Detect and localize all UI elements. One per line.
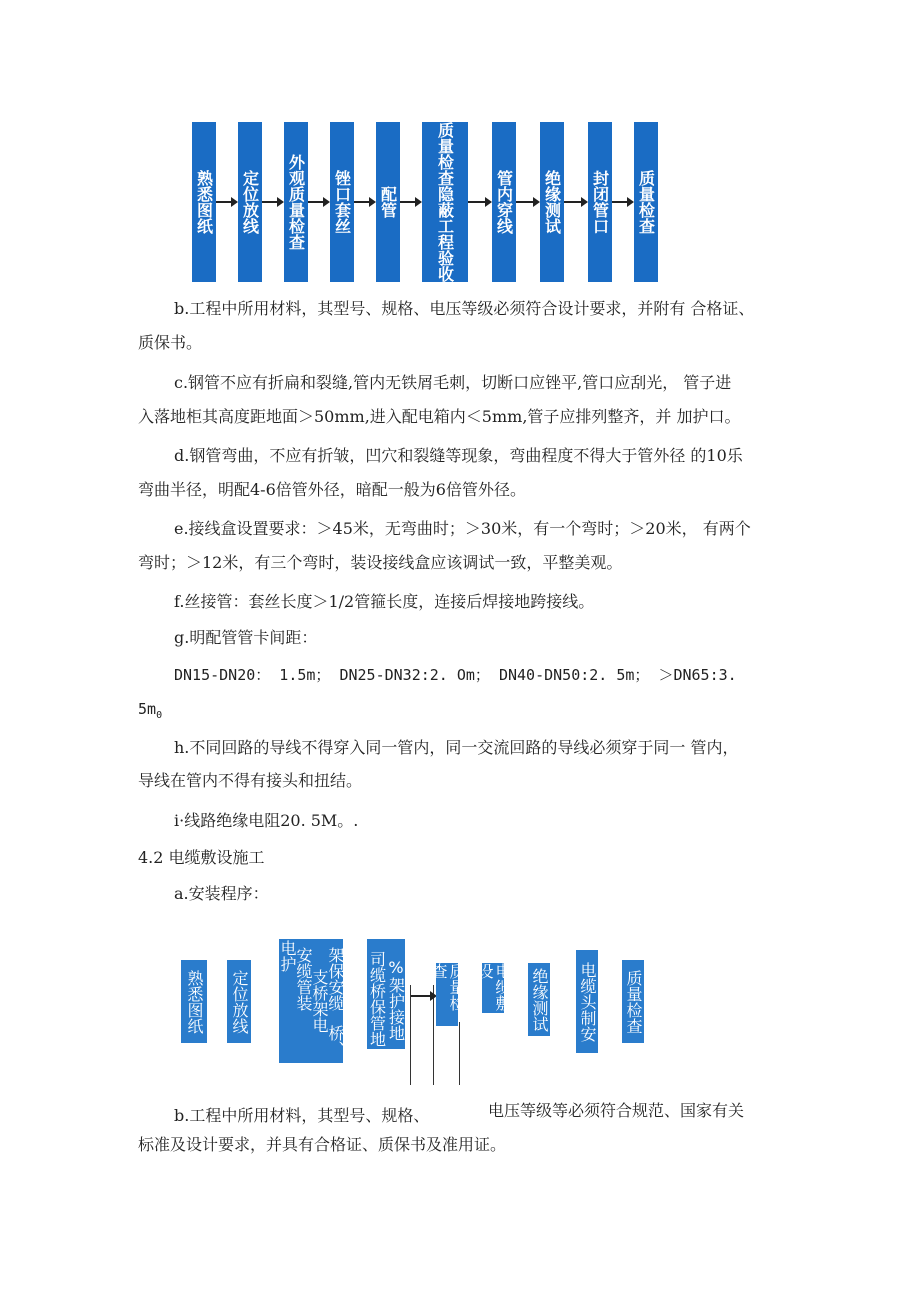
dn-value: 5m	[138, 700, 157, 718]
flow-arrow	[468, 201, 490, 203]
flow2-step-3-col-b: 安缆管装	[294, 947, 313, 1011]
flow2-step-3-col-d: 架保安缆	[326, 947, 345, 1011]
flow2-step-3-col-e: 桥、	[326, 1025, 345, 1057]
para-dn-line1: DN15-DN20： 1.5m； DN25-DN32:2. Om； DN40-DN50:2. 5m； ＞DN65:3.	[174, 666, 737, 684]
flow-arrow	[400, 201, 420, 203]
para-d-line2: 弯曲半径，明配4-6倍管外径，暗配一般为6倍管外径。	[138, 480, 526, 499]
para-b-line2: 质保书。	[138, 333, 203, 352]
flow2-connector-line	[459, 1022, 460, 1085]
para-h-line1: h.不同回路的导线不得穿入同一管内，同一交流回路的导线必须穿于同一 管内，	[174, 738, 739, 757]
para-c-line2: 入落地柜其高度距地面＞50mm,进入配电箱内＜5mm,管子应排列整齐，并 加护口。	[138, 407, 741, 426]
flow2-step-9: 质量检查	[622, 960, 644, 1043]
para-e-line2: 弯时；＞12米，有三个弯时，装设接线盒应该调试一致，平整美观。	[138, 553, 623, 572]
para-f: f.丝接管：套丝长度＞1/2管箍长度，连接后焊接地跨接线。	[174, 592, 595, 611]
para-b2-line1-start: b.工程中所用材料，其型号、规格、	[174, 1106, 430, 1125]
flow2-step-3-col-a: 电护	[278, 940, 297, 972]
flow-step-3: 外观质量检查	[284, 122, 308, 282]
para-g: g.明配管管卡间距：	[174, 628, 318, 647]
flow-step-5: 配管	[376, 122, 400, 282]
flow2-step-4-col-a: 司缆桥保管地	[367, 951, 387, 1047]
flow-step-9: 封闭管口	[588, 122, 612, 282]
flow-arrow	[564, 201, 586, 203]
para-b-line1: b.工程中所用材料，其型号、规格、电压等级必须符合设计要求，并附有 合格证、	[174, 299, 755, 318]
flow2-step-1: 熟悉图纸	[181, 960, 207, 1043]
section-heading-4-2: 4.2 电缆敷设施工	[138, 848, 265, 867]
para-d-line1: d.钢管弯曲，不应有折皱，凹穴和裂缝等现象，弯曲程度不得大于管外径 的10乐	[174, 446, 743, 465]
flow-step-1: 熟悉图纸	[192, 122, 216, 282]
flow2-step-5: 质量检查	[436, 963, 458, 1026]
dn-subscript: 0	[156, 710, 163, 721]
flow2-step-6: 电缆敷设	[475, 963, 512, 1011]
flow-step-7: 管内穿线	[492, 122, 516, 282]
para-c-line1: c.钢管不应有折扁和裂缝,管内无铁屑毛刺，切断口应锉平,管口应刮光， 管子进	[174, 373, 732, 392]
flow2-step-4	[367, 939, 405, 1049]
flow2-step-3	[279, 939, 343, 1063]
flow-step-6: 质量检查隐蔽工程验收	[422, 122, 468, 282]
flow2-step-4-col-b: %架护接地	[386, 957, 406, 1041]
flow2-step-3-col-c: 支桥架电	[310, 969, 329, 1033]
flow-step-10: 质量检查	[634, 122, 658, 282]
flow-step-2: 定位放线	[238, 122, 262, 282]
flow2-step-2: 定位放线	[227, 960, 251, 1043]
flow2-step-8: 电缆头制安	[576, 950, 598, 1053]
para-b2-line2: 标准及设计要求，并具有合格证、质保书及准用证。	[138, 1135, 507, 1154]
flow-arrow	[262, 201, 282, 203]
flow-arrow	[308, 201, 328, 203]
para-b2-line1-end: 电压等级等必须符合规范、国家有关	[488, 1101, 745, 1120]
para-a: a.安装程序：	[174, 884, 269, 903]
para-h-line2: 导线在管内不得有接头和扭结。	[138, 771, 363, 790]
para-e-line1: e.接线盒设置要求：＞45米，无弯曲时；＞30米，有一个弯时；＞20米， 有两个	[174, 519, 751, 538]
flow2-step-7: 绝缘测试	[528, 963, 550, 1036]
flow-arrow	[612, 201, 632, 203]
flow2-connector-line	[410, 985, 411, 1085]
para-dn-line2	[138, 699, 162, 726]
flow-arrow	[216, 201, 236, 203]
flow-arrow	[516, 201, 538, 203]
flow-step-8: 绝缘测试	[540, 122, 564, 282]
flow-arrow	[354, 201, 374, 203]
para-i: i·线路绝缘电阻20. 5M。.	[174, 811, 359, 830]
flow-step-4: 锉口套丝	[330, 122, 354, 282]
